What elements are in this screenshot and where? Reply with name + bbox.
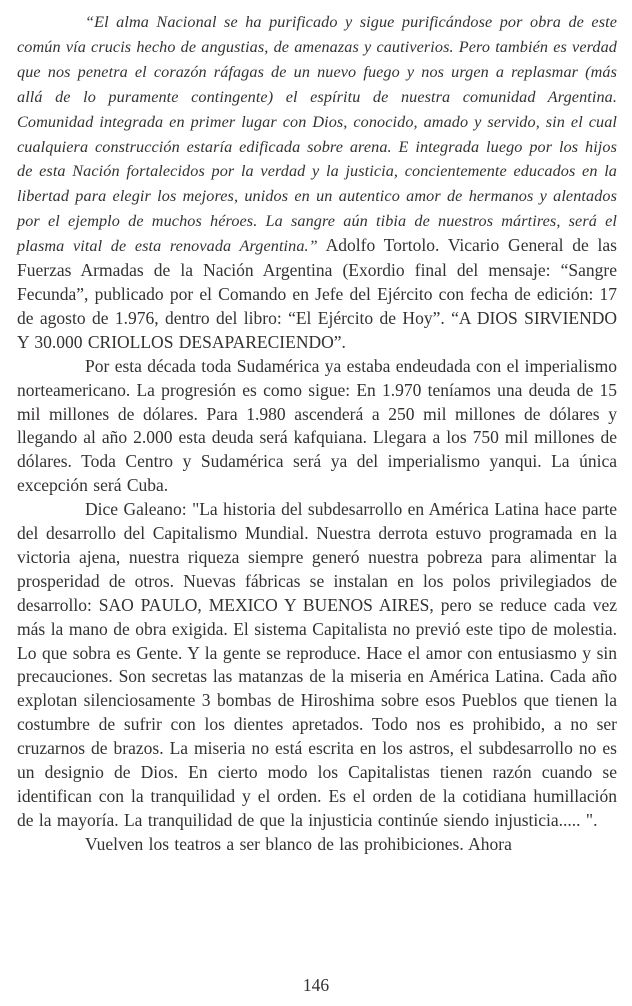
paragraph-debt-progression: Por esta década toda Sudamérica ya estaba endeudada con el imperialismo norteamericano. La progresión es como sigue: En 1.970 teníamos una deuda de 15 mil millones de dólares. Para 1.980 ascenderá a 250 mil millones de dólares y llegando al año 2.000 esta deuda será kafquiana. Llegara a los 750 mil millones de dólares. Toda Centro y Sudamérica será ya del imperialismo yanqui. La única excepción será Cuba. xyxy=(17,355,617,496)
page-number: 146 xyxy=(302,975,330,995)
quote-italic-text: “El alma Nacional se ha purificado y sigue purificándose por obra de este común vía crucis hecho de angustias, de amenazas y cautiverios. Pero también es verdad que nos penetra el corazón ráfagas de un nuevo fuego y nos urgen a replasmar (más allá de lo puramente contingente) el espíritu de nuestra comunidad Argentina. Comunidad integrada en primer lugar con Dios, conocido, amado y servido, sin el cual cualquiera construcción estaría edificada sobre arena. E integrada luego por los hijos de esta Nación fortalecidos por la verdad y la justicia, concientemente educados en la libertad para elegir los mejores, unidos en un autentico amor de hermanos y alentados por el ejemplo de muchos héroes. La sangre aún tibia de nuestros mártires, será el plasma vital de esta renovada Argentina.” xyxy=(17,13,617,256)
attribution-text: Adolfo Tortolo. Vicario General de las Fuerzas Armadas de la Nación Argentina (Exordio final del mensaje: “Sangre Fecunda”, publicado por el Comando en Jefe del Ejército con fecha de edición: 17 de agosto de 1.976, dentro del libro: “El Ejército de Hoy”. “A DIOS SIRVIENDO Y 30.000 CRIOLLOS DESAPARECIENDO”. xyxy=(17,235,617,352)
page-body-text xyxy=(17,10,617,857)
paragraph-quote-attribution xyxy=(17,10,617,355)
paragraph-theaters-partial: Vuelven los teatros a ser blanco de las prohibiciones. Ahora xyxy=(85,833,512,854)
paragraph-galeano-quote: Dice Galeano: "La historia del subdesarrollo en América Latina hace parte del desarrollo del Capitalismo Mundial. Nuestra derrota estuvo programada en la victoria ajena, nuestra riqueza siempre generó nuestra pobreza para alimentar la prosperidad de otros. Nuevas fábricas se instalan en los polos privilegiados de desarrollo: SAO PAULO, MEXICO Y BUENOS AIRES, pero se reduce cada vez más la mano de obra exigida. El sistema Capitalista no previó este tipo de molestia. Lo que sobra es Gente. Y la gente se reproduce. Hace el amor con entusiasmo y sin precauciones. Son secretas las matanzas de la miseria en América Latina. Cada año explotan silenciosamente 3 bombas de Hiroshima sobre esos Pueblos que tienen la costumbre de sufrir con los dientes apretados. Todo nos es prohibido, a no ser cruzarnos de brazos. La miseria no está escrita en los astros, el subdesarrollo no es un designio de Dios. En cierto modo los Capitalistas tienen razón cuando se identifican con la tranquilidad y el orden. Es el orden de la cotidiana humillación de la mayoría. La tranquilidad de que la injusticia continúe siendo injusticia..... ". xyxy=(17,499,617,830)
